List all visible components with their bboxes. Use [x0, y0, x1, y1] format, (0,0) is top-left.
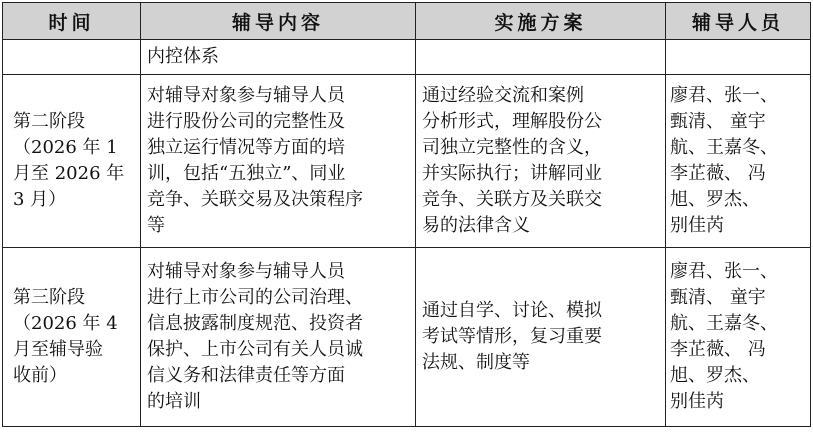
time-cell: [3, 248, 141, 427]
header-plan: 实施方案: [416, 3, 666, 40]
header-row: [3, 3, 811, 40]
table-row: [3, 75, 811, 248]
plan-text: 通过自学、讨论、模拟 考试等情形，复习重要 法规、制度等: [422, 300, 602, 373]
time-cell: [3, 75, 141, 248]
time-text: 第二阶段 （2026 年 1 月至 2026 年 3 月）: [13, 111, 125, 210]
staff-cell: [666, 40, 811, 75]
content-cell: [141, 248, 416, 427]
plan-cell: [416, 248, 666, 427]
content-text: 内控体系: [147, 46, 219, 67]
header-time: 时间: [3, 3, 141, 40]
table-row: [3, 248, 811, 427]
coaching-schedule-table: [2, 2, 811, 427]
time-cell: [3, 40, 141, 75]
plan-text: 通过经验交流和案例 分析形式，理解股份公 司独立完整性的含义， 并实际执行；讲解同业 竞争、关联方及关联交 易的法律含义: [422, 85, 602, 236]
content-cell: [141, 75, 416, 248]
staff-text: 廖君、张一、 甄清、 童宇 航、王嘉冬、 李芷薇、 冯 旭、罗杰、 别佳芮: [670, 261, 778, 412]
header-staff: 辅导人员: [666, 3, 811, 40]
staff-cell: [666, 75, 811, 248]
staff-cell: [666, 248, 811, 427]
content-text: 对辅导对象参与辅导人员 进行股份公司的完整性及 独立运行情况等方面的培 训，包括“五独立”、同业 竞争、关联交易及决策程序 等: [147, 85, 363, 236]
header-content: 辅导内容: [141, 3, 416, 40]
plan-cell: [416, 40, 666, 75]
table-row: [3, 40, 811, 75]
content-text: 对辅导对象参与辅导人员 进行上市公司的公司治理、 信息披露制度规范、投资者 保护、上市公司有关人员诚 信义务和法律责任等方面 的培训: [147, 261, 363, 412]
plan-cell: [416, 75, 666, 248]
staff-text: 廖君、张一、 甄清、 童宇 航、王嘉冬、 李芷薇、 冯 旭、罗杰、 别佳芮: [670, 85, 778, 236]
time-text: 第三阶段 （2026 年 4 月至辅导验 收前）: [13, 287, 118, 386]
content-cell: [141, 40, 416, 75]
